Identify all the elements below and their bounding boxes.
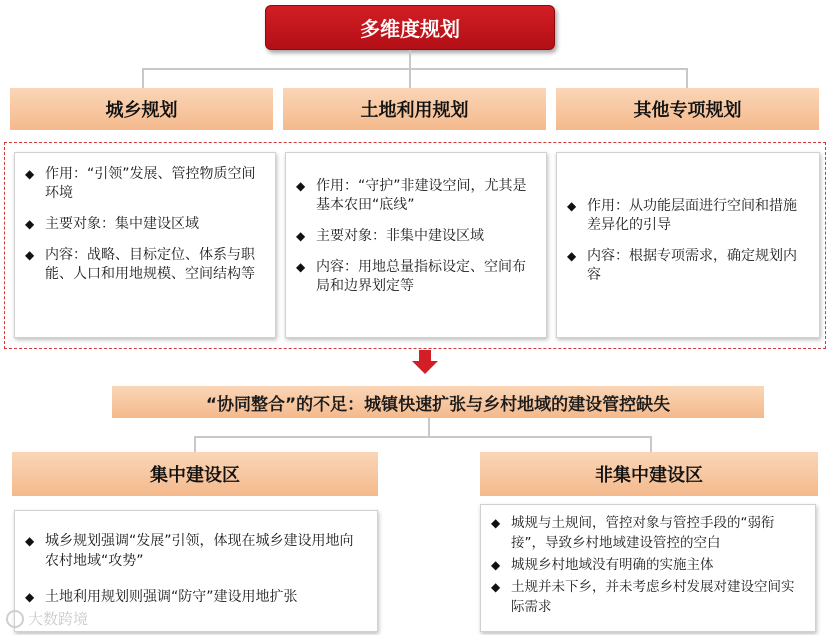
list-item: ◆ 作用：从功能层面进行空间和措施差异化的引导 (567, 197, 809, 235)
list-item: ◆ 作用：“引领”发展、管控物质空间环境 (25, 165, 265, 203)
connector-drop-left (142, 68, 144, 88)
diagram-title: 多维度规划 (265, 5, 555, 50)
header-non-concentrated-construction-zone: 非集中建设区 (480, 452, 818, 496)
watermark (6, 608, 88, 629)
connector-horizontal-bottom (194, 436, 652, 438)
issue-banner: “协同整合”的不足：城镇快速扩张与乡村地域的建设管控缺失 (112, 386, 764, 418)
list-item: ◆ 主要对象：集中建设区域 (25, 215, 265, 234)
list-item: ◆ 内容：战略、目标定位、体系与职能、人口和用地规模、空间结构等 (25, 246, 265, 284)
list-item: ◆ 城规与土规间，管控对象与管控手段的“弱衔接”，导致乡村地域建设管控的空白 (491, 513, 805, 553)
watermark-text: 大数跨境 (28, 610, 89, 628)
connector-horizontal-top (142, 68, 688, 70)
header-other-special-planning: 其他专项规划 (556, 88, 819, 130)
list-item: ◆ 作用：“守护”非建设空间，尤其是基本农田“底线” (296, 177, 536, 215)
list-item: ◆ 内容：用地总量指标设定、空间布局和边界划定等 (296, 258, 536, 296)
connector-drop-bottom-right (650, 436, 652, 452)
connector-drop-mid (409, 68, 411, 88)
header-urban-rural-planning: 城乡规划 (10, 88, 273, 130)
list-item: ◆ 城规乡村地域没有明确的实施主体 (491, 555, 805, 575)
list-item: ◆ 土地利用规划则强调“防守”建设用地扩张 (25, 587, 367, 607)
watermark-logo-icon (6, 610, 24, 628)
connector-drop-bottom-left (194, 436, 196, 452)
connector-drop-right (686, 68, 688, 88)
card-other-special-planning (556, 152, 820, 338)
card-urban-rural-planning (14, 152, 276, 338)
list-item: ◆ 主要对象：非集中建设区域 (296, 227, 536, 246)
card-land-use-planning (285, 152, 547, 338)
down-arrow-icon (412, 350, 438, 374)
header-concentrated-construction-zone: 集中建设区 (12, 452, 378, 496)
connector-vertical-title (409, 50, 411, 68)
list-item: ◆ 内容：根据专项需求，确定规划内容 (567, 247, 809, 285)
connector-vertical-issue (428, 418, 430, 436)
card-non-concentrated-construction-zone (480, 504, 816, 632)
list-item: ◆ 土规并未下乡，并未考虑乡村发展对建设空间实际需求 (491, 577, 805, 617)
list-item: ◆ 城乡规划强调“发展”引领，体现在城乡建设用地向农村地域“攻势” (25, 531, 367, 571)
header-land-use-planning: 土地利用规划 (283, 88, 546, 130)
